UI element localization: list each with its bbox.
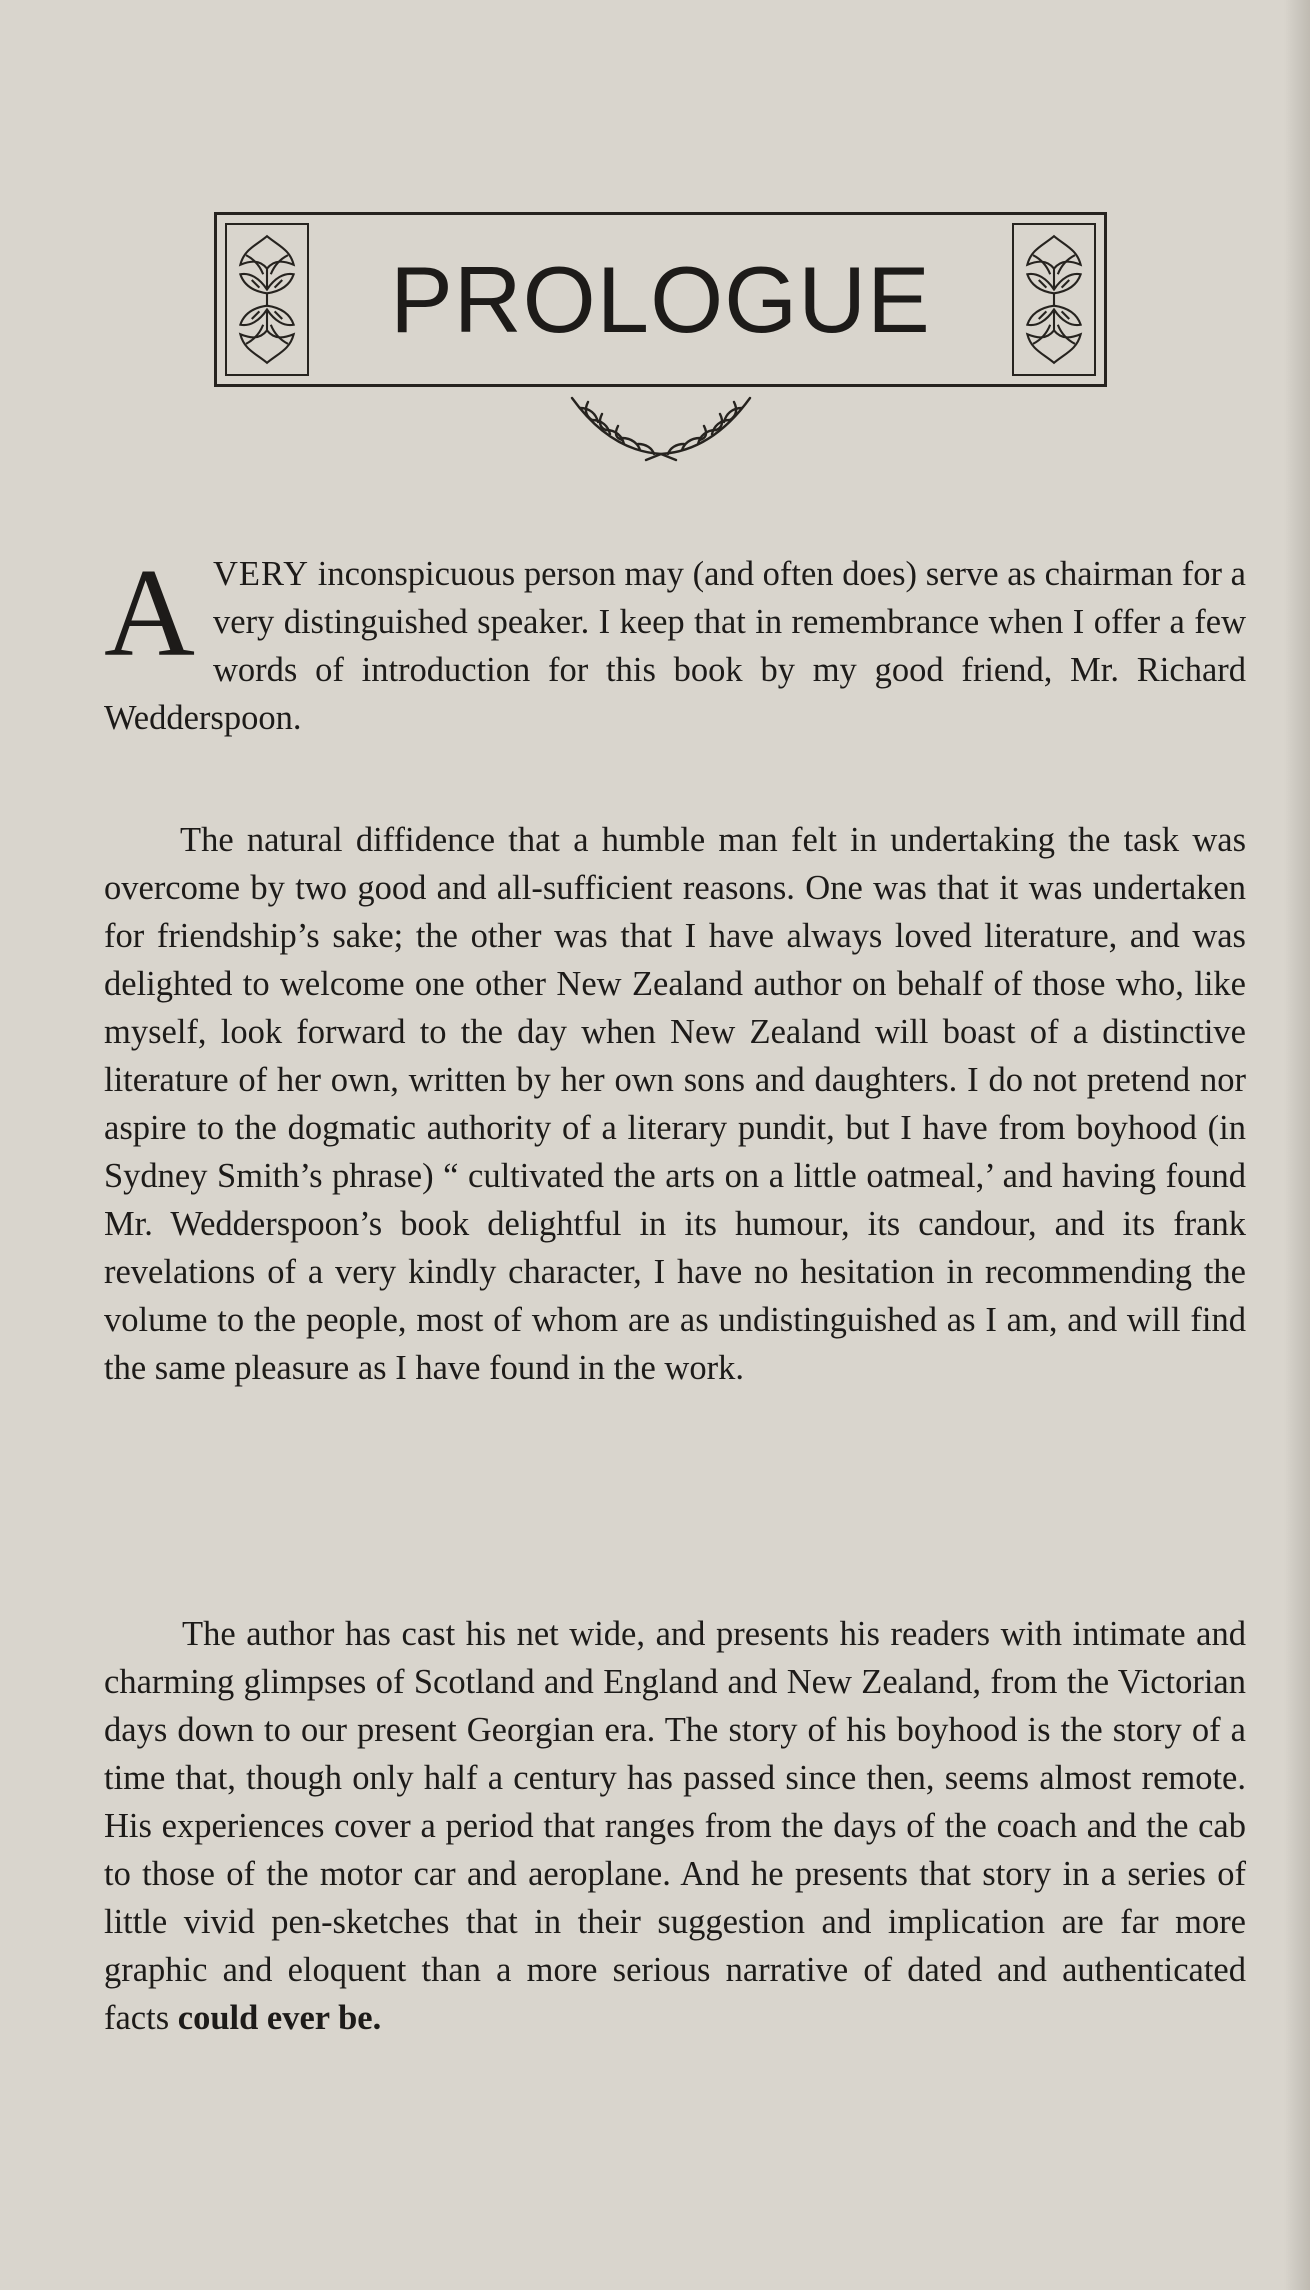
paragraph-2-text: The natural diffidence that a humble man felt in undertaking the task was overcome by two good and all-sufficient reasons. One was that it was undertaken for friendship’s sake; the other was that I have always loved literature, and was delighted to welcome one other New Zealand author on behalf of those who, like myself, look forward to the day when New Zealand will boast of a distinctive literature of her own, written by her own sons and daughters. I do not pretend nor aspire to the dogmatic authority of a literary pundit, but I have from boyhood (in Sydney Smith’s phrase) “ cultivated the arts on a little oatmeal,’ and having found Mr. Wedderspoon’s book delightful in its humour, its candour, and its frank revelations of a very kindly character, I have no hesitation in recommending the volume to the people, most of whom are as undistinguished as I am, and will find the same pleasure as I have found in the work. bbox=[104, 821, 1246, 1387]
paragraph-1-lead: VERY bbox=[213, 555, 310, 593]
left-floral-ornament-icon bbox=[225, 223, 309, 376]
paragraph-3-text: The author has cast his net wide, and presents his readers with intimate and charming glimpses of Scotland and England and New Zealand, from the Victorian days down to our present Georgian era. The story of his boyhood is the story of a time that, though only half a century has passed since then, seems almost remote. His experiences cover a period that ranges from the days of the coach and the cab to those of the motor car and aeroplane. And he presents that story in a series of little vivid pen-sketches that in their suggestion and implication are far more graphic and eloquent than a more serious narrative of dated and authenticated facts bbox=[104, 1615, 1246, 2037]
paragraph-3 bbox=[104, 1610, 1246, 2042]
page-title: PROLOGUE bbox=[390, 247, 931, 352]
page-edge bbox=[1284, 0, 1310, 2290]
paragraph-1 bbox=[104, 544, 1246, 742]
laurel-wreath-icon bbox=[568, 394, 754, 466]
drop-cap: A bbox=[104, 544, 195, 683]
paragraph-1-text: inconspicuous person may (and often does) serve as chairman for a very distinguished speaker. I keep that in remembrance when I offer a few words of introduction for this book by my good friend, Mr. Richard Wedderspoon. bbox=[104, 555, 1246, 737]
paragraph-3-ending: could ever be. bbox=[177, 1999, 382, 2037]
prologue-header bbox=[214, 212, 1107, 387]
right-floral-ornament-icon bbox=[1012, 223, 1096, 376]
paragraph-2 bbox=[104, 816, 1246, 1392]
